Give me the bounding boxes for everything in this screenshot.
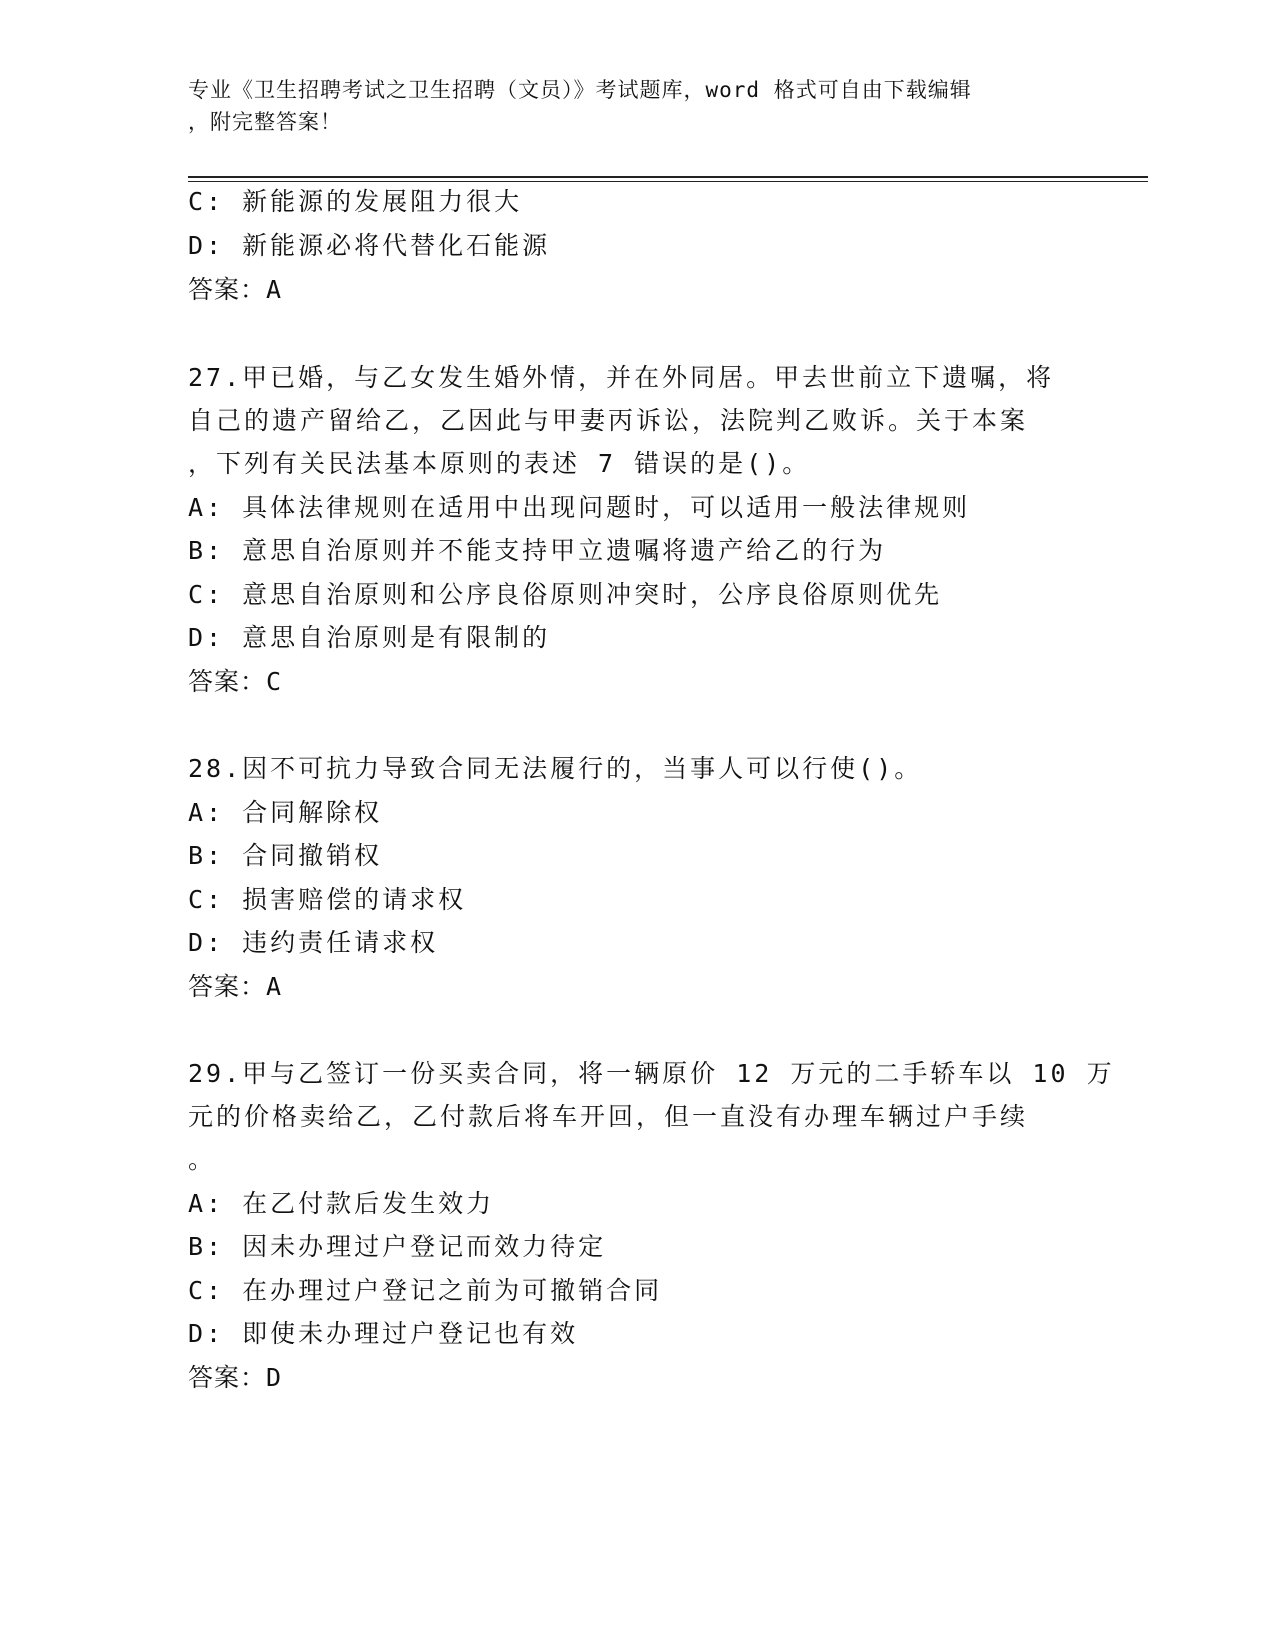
question-29-option-d: D: 即使未办理过户登记也有效	[188, 1319, 579, 1348]
question-28-answer: 答案：A	[188, 972, 283, 1001]
option-c: C: 新能源的发展阻力很大	[188, 187, 523, 216]
answer: 答案：A	[188, 275, 283, 304]
question-29-line-3: 。	[188, 1145, 217, 1174]
question-27-line-2: 自己的遗产留给乙，乙因此与甲妻丙诉讼，法院判乙败诉。关于本案	[188, 406, 1029, 435]
question-29-line-1: 29.甲与乙签订一份买卖合同，将一辆原价 12 万元的二手轿车以 10 万	[188, 1059, 1115, 1088]
question-27-option-b: B: 意思自治原则并不能支持甲立遗嘱将遗产给乙的行为	[188, 536, 887, 565]
document-header	[188, 74, 1088, 138]
header-rule-thick	[188, 176, 1148, 178]
question-29-option-c: C: 在办理过户登记之前为可撤销合同	[188, 1276, 663, 1305]
question-27-option-d: D: 意思自治原则是有限制的	[188, 623, 551, 652]
question-29-option-a: A: 在乙付款后发生效力	[188, 1189, 495, 1218]
question-27-line-3: ，下列有关民法基本原则的表述 7 错误的是()。	[188, 449, 811, 478]
question-29-line-2: 元的价格卖给乙，乙付款后将车开回，但一直没有办理车辆过户手续	[188, 1102, 1029, 1131]
header-line-2: ，附完整答案！	[188, 110, 342, 134]
header-line-1: 专业《卫生招聘考试之卫生招聘（文员）》考试题库，word 格式可自由下载编辑	[188, 78, 972, 102]
question-28-line-1: 28.因不可抗力导致合同无法履行的，当事人可以行使()。	[188, 754, 923, 783]
question-27-option-a: A: 具体法律规则在适用中出现问题时，可以适用一般法律规则	[188, 493, 971, 522]
question-27-answer: 答案：C	[188, 667, 283, 696]
question-28-option-b: B: 合同撤销权	[188, 841, 383, 870]
question-28-option-a: A: 合同解除权	[188, 798, 383, 827]
question-28-option-c: C: 损害赔偿的请求权	[188, 885, 467, 914]
option-d: D: 新能源必将代替化石能源	[188, 231, 551, 260]
header-rule-thin	[188, 181, 1148, 182]
question-29-option-b: B: 因未办理过户登记而效力待定	[188, 1232, 607, 1261]
question-27-option-c: C: 意思自治原则和公序良俗原则冲突时，公序良俗原则优先	[188, 580, 943, 609]
question-28-option-d: D: 违约责任请求权	[188, 928, 439, 957]
question-29-answer: 答案：D	[188, 1363, 283, 1392]
question-27-line-1: 27.甲已婚，与乙女发生婚外情，并在外同居。甲去世前立下遗嘱，将	[188, 363, 1055, 392]
